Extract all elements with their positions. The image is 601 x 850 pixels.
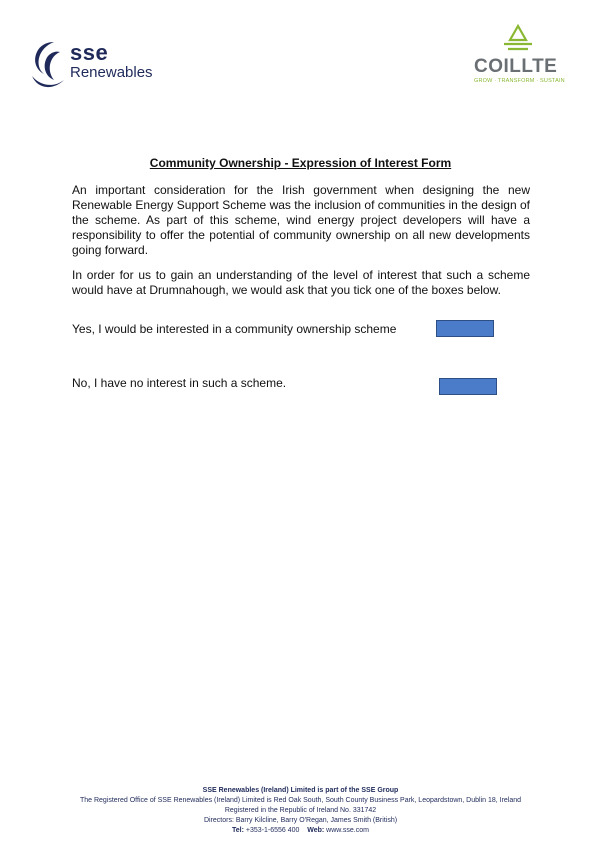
page-footer: [0, 786, 601, 836]
footer-contact-line: [0, 826, 601, 836]
web-label: Web:: [307, 827, 325, 834]
footer-group-line: SSE Renewables (Ireland) Limited is part of the SSE Group: [202, 787, 399, 794]
form-title: Community Ownership - Expression of Interest Form: [149, 156, 452, 170]
coillte-wordmark: COILLTE: [474, 56, 558, 77]
option-yes-checkbox[interactable]: [436, 320, 494, 337]
renewables-wordmark: Renewables: [70, 64, 153, 81]
option-no-checkbox[interactable]: [439, 378, 497, 395]
sse-wordmark: sse: [70, 40, 109, 65]
coillte-logo: [470, 24, 570, 88]
coillte-tree-icon: [470, 24, 570, 56]
footer-directors-line: Directors: Barry Kilcline, Barry O'Regan, James Smith (British): [203, 817, 398, 824]
instruction-paragraph: In order for us to gain an understanding of the level of interest that such a scheme would have at Drumnahough, we would ask that you tick one of the boxes below.: [72, 268, 530, 297]
sse-renewables-logo: [30, 40, 170, 90]
footer-office-line: The Registered Office of SSE Renewables (Ireland) Limited is Red Oak South, South County Business Park, Leopardstown, Dublin 18, Ireland: [79, 797, 522, 804]
tel-value: +353-1-6556 400: [245, 827, 300, 834]
footer-registration-line: Registered in the Republic of Ireland No. 331742: [224, 807, 377, 814]
web-value: www.sse.com: [326, 827, 369, 834]
tel-label: Tel:: [232, 827, 244, 834]
option-yes-label: Yes, I would be interested in a community ownership scheme: [72, 322, 397, 336]
option-no-label: No, I have no interest in such a scheme.: [72, 376, 287, 390]
intro-paragraph: An important consideration for the Irish government when designing the new Renewable Energy Support Scheme was the inclusion of communities in the design of the scheme. As part of this scheme, wind energy project developers will have a responsibility to offer the potential of community ownership on all new developments going forward.: [72, 183, 530, 257]
sse-swirl-icon: [30, 40, 68, 90]
coillte-tagline: GROW · TRANSFORM · SUSTAIN: [474, 78, 565, 84]
